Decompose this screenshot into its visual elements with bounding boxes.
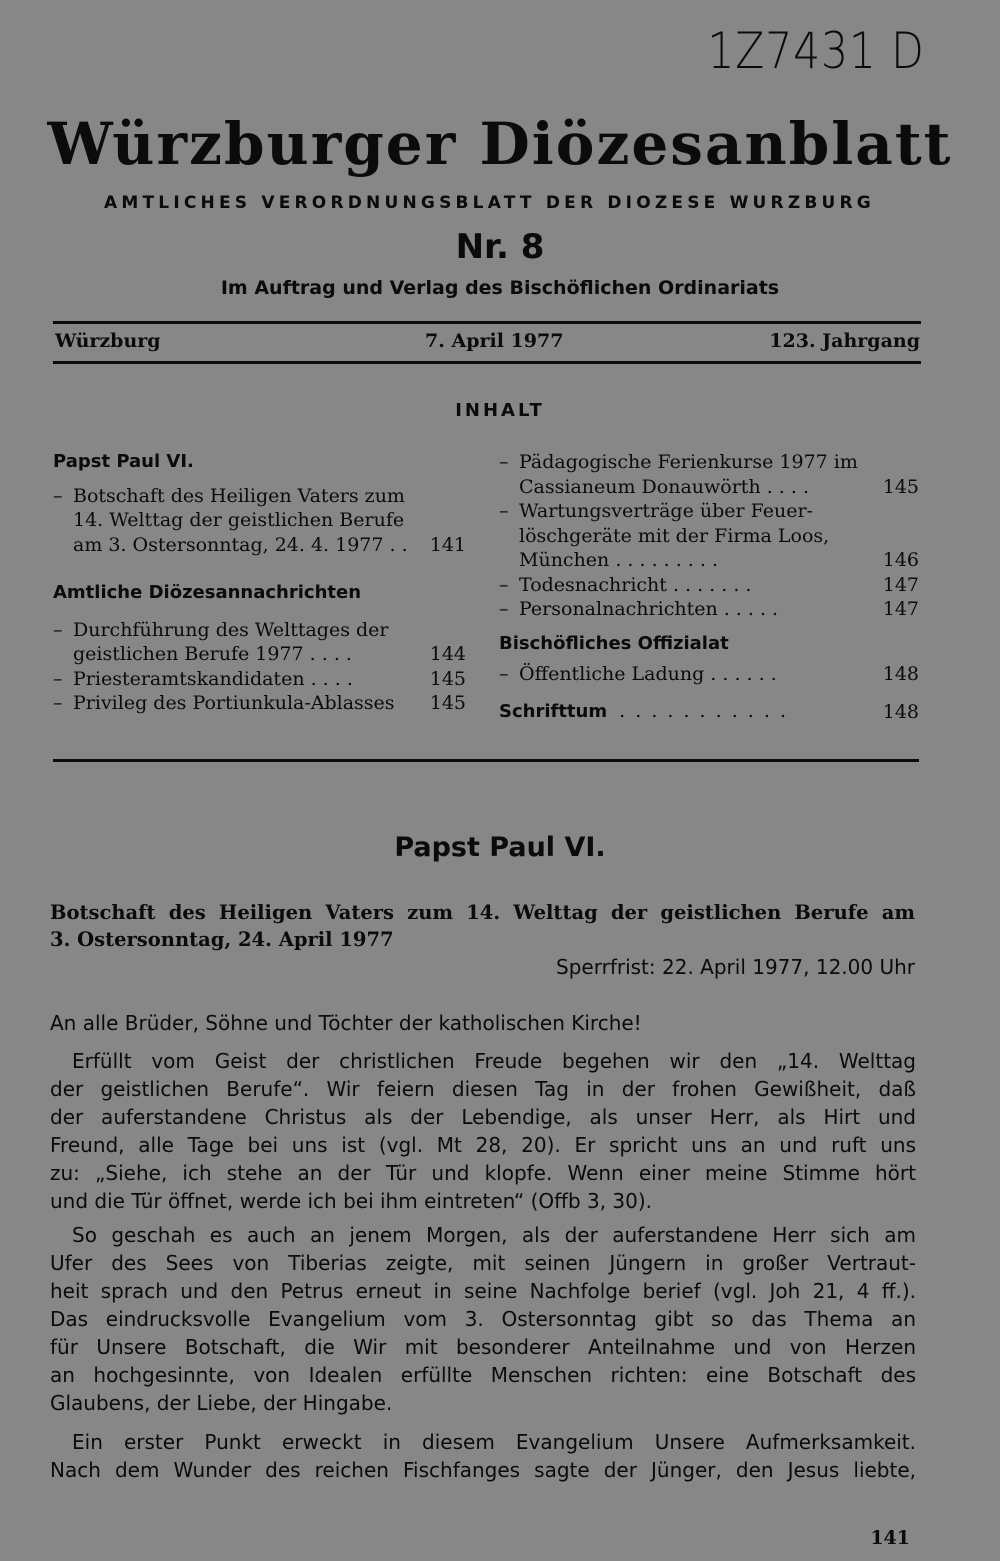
salutation-line: An alle Brüder, Söhne und Töchter der katholischen Kirche! [50,1011,642,1035]
toc-page-number: 144 [429,643,466,665]
embargo-note: Sperrfrist: 22. April 1977, 12.00 Uhr [556,955,915,979]
section-title: Papst Paul VI. [394,832,606,863]
toc-entry-line: geistlichen Berufe 1977 . . . . [73,643,352,665]
toc-entry-line: 14. Welttag der geistlichen Berufe [73,509,405,531]
dateline [55,330,920,358]
page-number: 141 [870,1527,910,1549]
toc-schrifttum-label: Schrifttum [499,700,608,722]
toc-entry-line: Priesteramtskandidaten . . . . [73,667,353,690]
toc-page-number: 146 [882,549,919,571]
body-line: Erfüllt vom Geist der christlichen Freude begehen wir den „14. Welttag [72,1049,916,1073]
toc-page-number: 148 [882,663,919,685]
toc-dash: – [499,500,509,522]
toc-entry-line: Wartungsverträge über Feuer- [519,500,813,522]
toc-bottom-rule [53,759,919,762]
toc-page-number: 147 [882,598,919,620]
body-line: Glaubens, der Liebe, der Hingabe. [50,1391,393,1415]
article-title-line: 3. Ostersonntag, 24. April 1977 [50,928,394,951]
body-line: Freund, alle Tage bei uns ist (vgl. Mt 28, 20). Er spricht uns an und ruft uns [50,1133,916,1157]
toc-page-number: 145 [429,692,466,714]
body-line: für Unsere Botschaft, die Wir mit besonderer Anteilnahme und von Herzen [50,1335,916,1359]
dateline-rule [53,361,921,364]
body-line: heit sprach und den Petrus erneut in seine Nachfolge berief (vgl. Joh 21, 4 ff.). [50,1279,916,1303]
body-line: an hochgesinnte, von Idealen erfüllte Menschen richten: eine Botschaft des [50,1363,916,1387]
toc-dash: – [53,484,63,507]
toc-entry[interactable] [499,597,919,622]
toc-section-papst: Papst Paul VI. [53,451,194,472]
masthead-subtitle: AMTLICHES VERORDNUNGSBLATT DER DIOZESE WURZBURG [104,193,875,213]
toc-page-number: 141 [429,533,466,556]
toc-page-number: 147 [882,573,919,596]
body-line: Ein erster Punkt erweckt in diesem Evangelium Unsere Aufmerksamkeit. [72,1430,916,1454]
toc-dash: – [53,692,63,714]
dateline-volume: 123. Jahrgang [769,330,920,352]
toc-section-amtliche: Amtliche Diözesannachrichten [53,582,362,603]
toc-page-number: 145 [882,475,919,498]
toc-entry-line: Personalnachrichten . . . . . [519,598,779,620]
toc-dash: – [499,663,509,685]
body-line: der geistlichen Berufe“. Wir feiern diesen Tag in der frohen Gewißheit, daß [50,1077,916,1101]
body-line: zu: „Siehe, ich stehe an der Tür und klopfe. Wenn einer meine Stimme hört [50,1161,916,1185]
dateline-place: Würzburg [55,330,161,352]
toc-entry-schrifttum[interactable] [499,699,919,725]
toc-entry-line: löschgeräte mit der Firma Loos, [519,524,830,547]
toc-dash: – [53,618,63,641]
toc-entry[interactable] [53,667,466,692]
toc-dash: – [53,667,63,690]
issue-number: Nr. 8 [455,227,545,267]
toc-page-number: 145 [429,667,466,690]
body-line: So geschah es auch an jenem Morgen, als der auferstandene Herr sich am [72,1223,916,1247]
toc-entry-line: Pädagogische Ferienkurse 1977 im [519,451,858,473]
toc-right-column [499,450,919,724]
toc-entry-line: Durchführung des Welttages der [73,618,389,641]
body-line: Das eindrucksvolle Evangelium vom 3. Ostersonntag gibt so das Thema an [50,1307,916,1331]
toc-entry-line: am 3. Ostersonntag, 24. 4. 1977 . . [73,533,408,556]
toc-entry[interactable] [53,484,466,558]
toc-entry[interactable] [53,691,466,716]
toc-entry[interactable] [53,618,466,667]
toc-entry-line: Cassianeum Donauwörth . . . . [519,475,809,498]
toc-entry[interactable] [499,499,919,573]
toc-entry[interactable] [499,450,919,499]
article-title [50,899,915,953]
toc-entry-line: Todesnachricht . . . . . . . [519,573,752,596]
body-line: Nach dem Wunder des reichen Fischfanges sagte der Jünger, den Jesus liebte, [50,1458,916,1482]
toc-entry-line: Botschaft des Heiligen Vaters zum [73,484,405,507]
dateline-date: 7. April 1977 [425,330,564,352]
toc-page-number: 148 [882,700,919,723]
toc-dash: – [499,451,509,473]
toc-dash: – [499,598,509,620]
body-line: und die Tür öffnet, werde ich bei ihm eintreten“ (Offb 3, 30). [50,1189,653,1213]
masthead-title: Würzburger Diözesanblatt [47,110,953,178]
toc-entry-line: München . . . . . . . . . [519,549,718,571]
body-line: Ufer des Sees von Tiberias zeigte, mit seinen Jüngern in großer Vertraut- [50,1251,916,1275]
toc-entry-line: Öffentliche Ladung . . . . . . [519,663,777,685]
top-rule [53,321,921,324]
body-line: der auferstandene Christus als der Lebendige, als unser Herr, als Hirt und [50,1105,916,1129]
toc-entry[interactable] [499,662,919,687]
paragraph-3 [50,1428,916,1484]
paragraph-1 [50,1047,916,1215]
toc-entry[interactable] [499,573,919,598]
salutation [50,1009,916,1037]
article-title-line: Botschaft des Heiligen Vaters zum 14. Welttag der geistlichen Berufe am [50,901,915,924]
toc-section-offizialat: Bischöfliches Offizialat [499,632,729,654]
toc-schrifttum-dots: . . . . . . . . . . . [619,699,788,722]
archive-stamp: 1Z7431 D [707,22,925,80]
toc-left-column [53,450,466,716]
toc-heading: INHALT [455,400,545,421]
toc-dash: – [499,573,509,596]
toc-entry-line: Privileg des Portiunkula-Ablasses [73,692,395,714]
publisher-line: Im Auftrag und Verlag des Bischöflichen Ordinariats [220,277,780,299]
paragraph-2 [50,1221,916,1417]
